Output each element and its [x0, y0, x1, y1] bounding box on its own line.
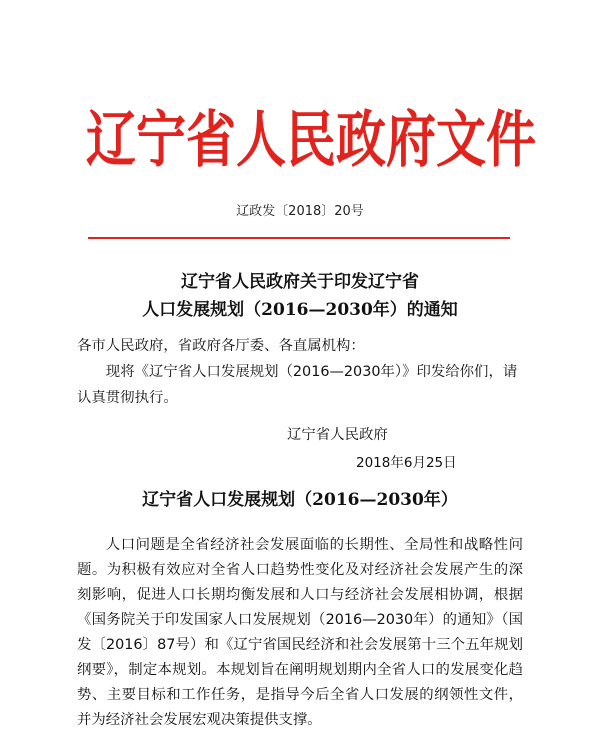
plan-intro-paragraph: 人口问题是全省经济社会发展面临的长期性、全局性和战略性问题。为积极有效应对全省人口趋势性变化及对经济社会发展产生的深刻影响，促进人口长期均衡发展和人口与经济社会发展相协调，根据《国务院关于印发国家人口发展规划（2016—2030年）的通知》（国发〔2016〕87号）和《辽宁省国民经济和社会发展第十三个五年规划纲要》，制定本规划。本规划旨在阐明规划期内全省人口的发展变化趋势、主要目标和工作任务，是指导今后全省人口发展的纲领性文件，并为经济社会发展宏观决策提供支撑。 [77, 537, 523, 728]
masthead-char: 政 [336, 103, 386, 176]
notice-title [0, 268, 600, 324]
notice-title-line-1: 辽宁省人民政府关于印发辽宁省 [181, 272, 419, 292]
red-divider-rule [88, 237, 510, 239]
masthead-char: 文 [436, 103, 486, 176]
masthead-char: 件 [486, 103, 536, 176]
masthead-char: 人 [236, 103, 286, 176]
notice-title-line-2: 人口发展规划（2016—2030年）的通知 [142, 300, 458, 320]
notice-addressee: 各市人民政府，省政府各厅委、各直属机构： [77, 338, 365, 354]
masthead-char: 辽 [86, 103, 136, 176]
document-masthead [86, 103, 536, 176]
masthead-char: 省 [186, 103, 236, 176]
signature-date: 2018年6月25日 [356, 455, 457, 471]
masthead-char: 府 [386, 103, 436, 176]
masthead-char: 宁 [136, 103, 186, 176]
signatory: 辽宁省人民政府 [287, 427, 388, 443]
masthead-char: 民 [286, 103, 336, 176]
document-number: 辽政发〔2018〕20号 [236, 204, 364, 219]
notice-body: 现将《辽宁省人口发展规划（2016—2030年）》印发给你们，请认真贯彻执行。 [77, 364, 518, 406]
plan-title: 辽宁省人口发展规划（2016—2030年） [142, 490, 458, 510]
